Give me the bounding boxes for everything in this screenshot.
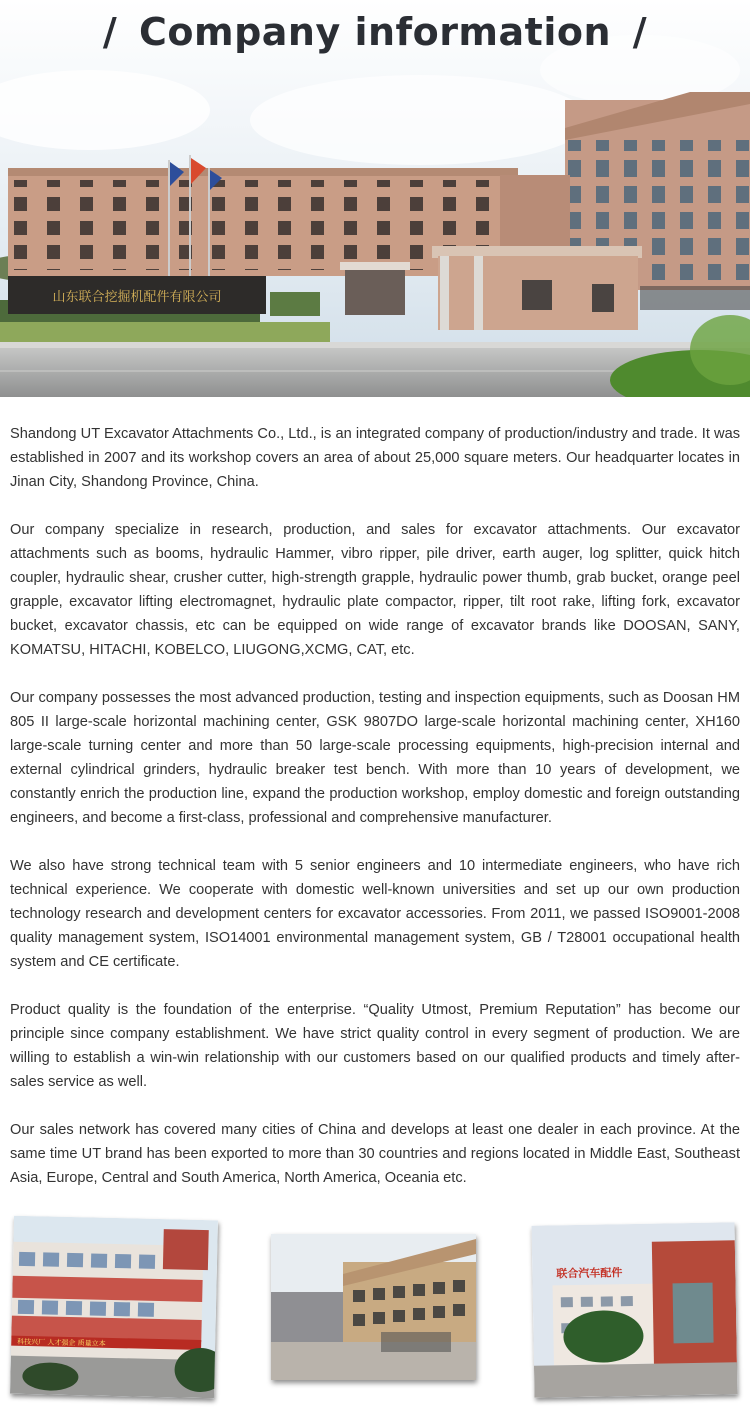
paragraph-equipment: Our company possesses the most advanced production, testing and inspection equipments, such as Doosan HM 805 II large-scale horizontal machining center, GSK 9807DO large-scale horizontal machining center, XH160 large-scale turning center and more than 50 large-scale processing equipments, high-precision internal and external cylindrical grinders, hydraulic breaker test bench. With more than 10 years of development, we constantly enrich the production line, expand the production workshop, employ domestic and foreign outstanding engineers, and become a first-class, professional and comprehensive manufacturer. [10, 690, 740, 826]
company-description [10, 422, 740, 1214]
paragraph-team: We also have strong technical team with 5 senior engineers and 10 intermediate engineers, who have rich technical experience. We cooperate with domestic well-known universities and set up our own production technology research and development centers for excavator accessories. From 2011, we passed ISO9001-2008 quality management system, ISO14001 environmental management system, GB / T28001 occupational health system and CE certificate. [10, 858, 740, 970]
page-title [0, 10, 750, 54]
title-text: Company information [138, 10, 612, 54]
title-slash-right: / [632, 10, 648, 54]
photo3-sign-text: 联合汽车配件 [556, 1266, 623, 1281]
paragraph-quality: Product quality is the foundation of the enterprise. “Quality Utmost, Premium Reputation” has become our principle since company establishment. We have strict quality control in every segment of production. We are willing to establish a win-win relationship with our customers based on our qualified products and timely after-sales service as well. [10, 1002, 740, 1090]
gallery-photo-office-building [10, 1216, 218, 1399]
paragraph-sales-network: Our sales network has covered many cities of China and develops at least one dealer in each province. At the same time UT brand has been exported to more than 30 countries and regions located in Middle East, Southeast Asia, Europe, Central and South America, North America, Oceania etc. [10, 1122, 740, 1186]
hero-factory-photo [0, 0, 750, 397]
gallery-photo-headquarters [532, 1222, 738, 1398]
photo1-banner-text: 科技兴厂 人才强企 质量立本 [17, 1337, 106, 1348]
gallery-photo-workshop [271, 1234, 476, 1380]
paragraph-products: Our company specialize in research, production, and sales for excavator attachments. Our excavator attachments such as booms, hydraulic Hammer, vibro ripper, pile driver, earth auger, log splitter, quick hitch coupler, hydraulic shear, crusher cutter, high-strength grapple, hydraulic power thumb, grab bucket, orange peel grapple, excavator lifting electromagnet, hydraulic plate compactor, ripper, tilt root rake, lifting fork, excavator bucket, excavator chassis, etc can be equipped on wide range of excavator brands like DOOSAN, SANY, KOMATSU, HITACHI, KOBELCO, LIUGONG,XCMG, CAT, etc. [10, 522, 740, 658]
title-slash-left: / [102, 10, 118, 54]
paragraph-overview: Shandong UT Excavator Attachments Co., Ltd., is an integrated company of production/industry and trade. It was established in 2007 and its workshop covers an area of about 25,000 square meters. Our headquarter locates in Jinan City, Shandong Province, China. [10, 426, 740, 490]
factory-sign-text: 山东联合挖掘机配件有限公司 [52, 290, 222, 305]
